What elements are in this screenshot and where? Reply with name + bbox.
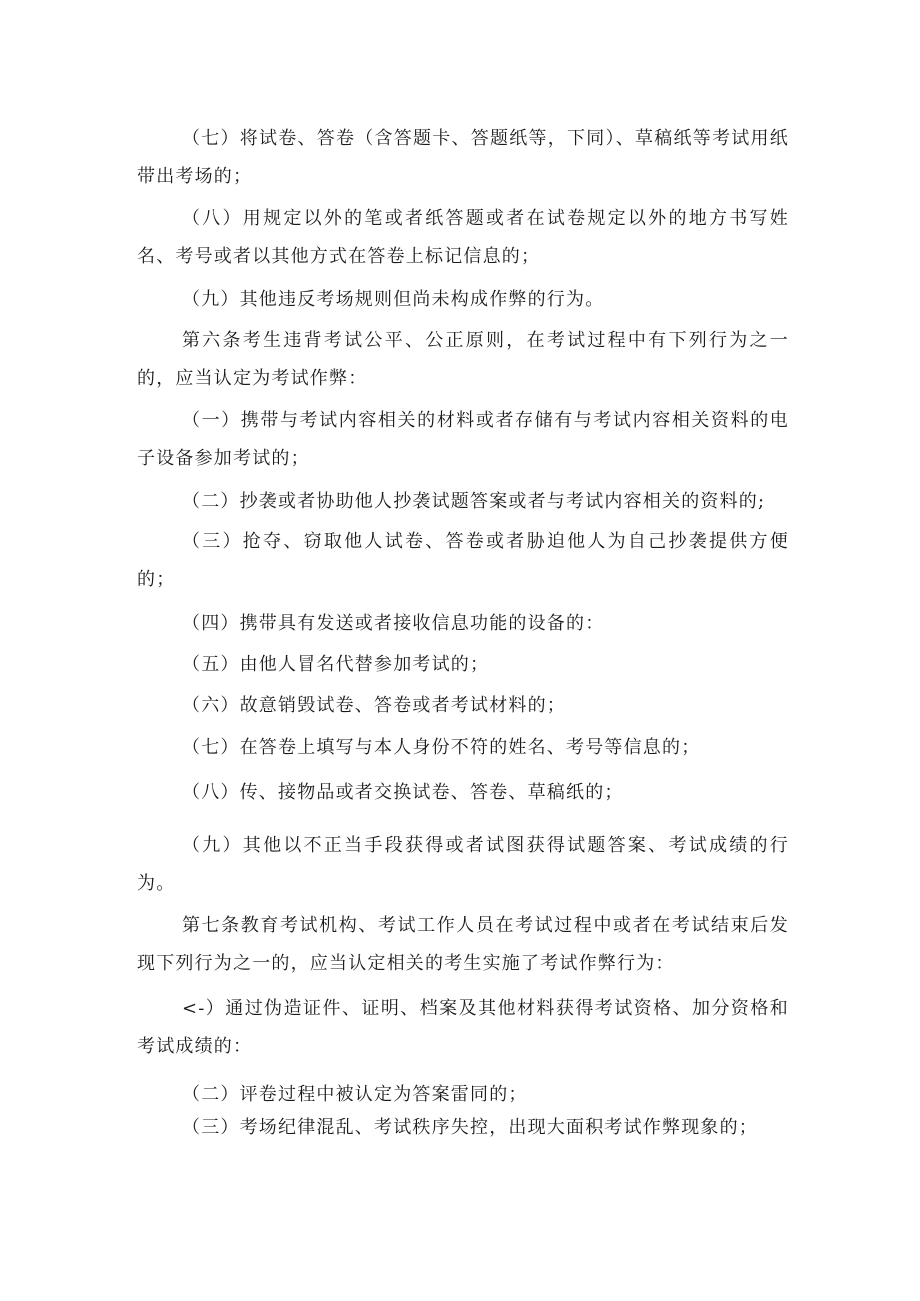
paragraph-article7-item2: （二）评卷过程中被认定为答案雷同的；: [182, 1084, 528, 1105]
paragraph-article6-item6: （六）故意销毁试卷、答卷或者考试材料的；: [182, 695, 566, 716]
paragraph-article5-item7: （七）将试卷、答卷（含答题卡、答题纸等，下同）、草稿纸等考试用纸带出考场的；: [137, 128, 789, 187]
paragraph-article6-item2: （二）抄袭或者协助他人抄袭试题答案或者与考试内容相关的资料的;: [182, 491, 766, 512]
paragraph-article6-intro: 第六条考生违背考试公平、公正原则，在考试过程中有下列行为之一的，应当认定为考试作弊：: [137, 330, 789, 389]
paragraph-article7-item1: <-）通过伪造证件、证明、档案及其他材料获得考试资格、加分资格和考试成绩的：: [137, 998, 789, 1057]
paragraph-article6-item8: （八）传、接物品或者交换试卷、答卷、草稿纸的；: [182, 782, 624, 803]
paragraph-article6-item1: （一）携带与考试内容相关的材料或者存储有与考试内容相关资料的电子设备参加考试的；: [137, 410, 789, 469]
paragraph-article6-item5: （五）由他人冒名代替参加考试的；: [182, 654, 490, 675]
paragraph-article7-item3: （三）考场纪律混乱、考试秩序失控，出现大面积考试作弊现象的；: [182, 1117, 758, 1138]
paragraph-article6-item3: （三）抢夺、窃取他人试卷、答卷或者胁迫他人为自己抄袭提供方便的；: [137, 531, 789, 590]
paragraph-article6-item4: （四）携带具有发送或者接收信息功能的设备的：: [182, 613, 605, 634]
paragraph-article6-item9: （九）其他以不正当手段获得或者试图获得试题答案、考试成绩的行为。: [137, 835, 789, 894]
paragraph-article7-intro: 第七条教育考试机构、考试工作人员在考试过程中或者在考试结束后发现下列行为之一的，应当认定相关的考生实施了考试作弊行为：: [137, 915, 789, 974]
paragraph-article5-item9: （九）其他违反考场规则但尚未构成作弊的行为。: [182, 289, 605, 310]
paragraph-article5-item8: （八）用规定以外的笔或者纸答题或者在试卷规定以外的地方书写姓名、考号或者以其他方式在答卷上标记信息的；: [137, 208, 789, 267]
paragraph-article6-item7: （七）在答卷上填写与本人身份不符的姓名、考号等信息的；: [182, 737, 701, 758]
